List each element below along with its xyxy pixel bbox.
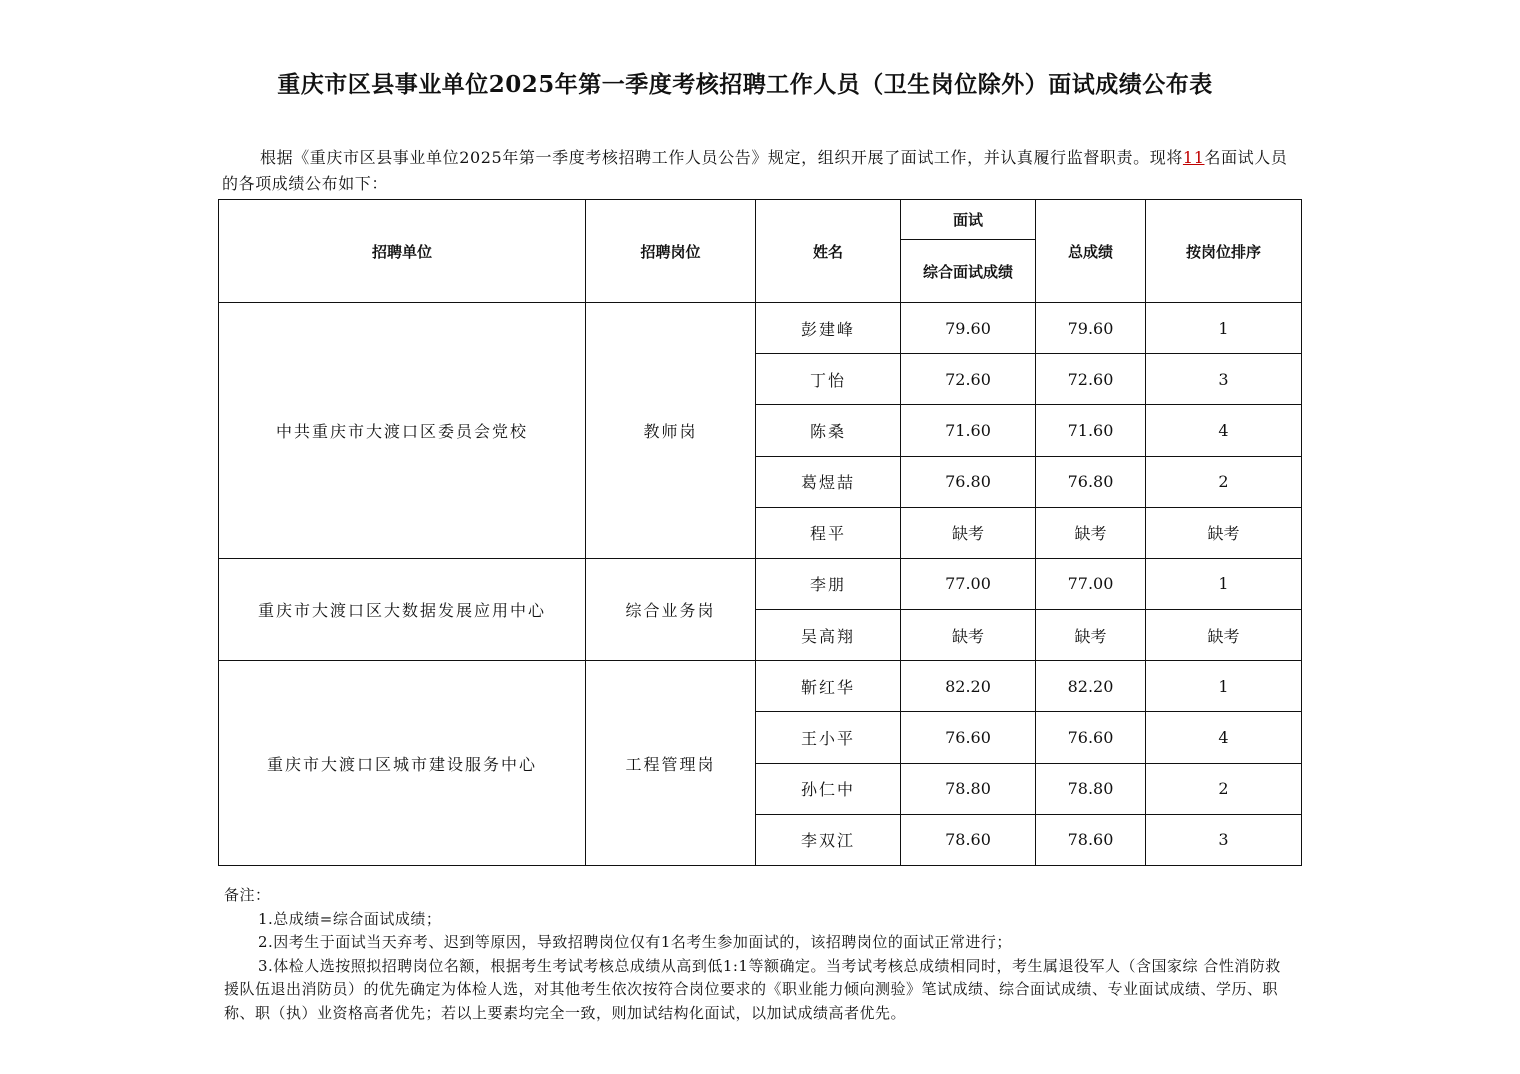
header-interview: 面试 bbox=[901, 200, 1036, 240]
notes-section bbox=[224, 884, 1289, 1025]
header-post: 招聘岗位 bbox=[586, 200, 756, 303]
name-cell: 陈桑 bbox=[756, 405, 901, 456]
interview-score-cell: 78.60 bbox=[901, 814, 1036, 865]
table-row bbox=[219, 558, 1302, 609]
total-score-cell: 82.20 bbox=[1036, 661, 1146, 712]
rank-cell: 3 bbox=[1146, 814, 1302, 865]
name-cell: 李双江 bbox=[756, 814, 901, 865]
total-score-cell: 76.80 bbox=[1036, 456, 1146, 507]
rank-cell: 2 bbox=[1146, 456, 1302, 507]
post-cell: 工程管理岗 bbox=[586, 661, 756, 866]
note-item bbox=[224, 955, 1289, 1026]
interview-score-cell: 72.60 bbox=[901, 354, 1036, 405]
unit-cell: 中共重庆市大渡口区委员会党校 bbox=[219, 303, 586, 559]
total-score-cell: 缺考 bbox=[1036, 610, 1146, 661]
name-cell: 吴高翔 bbox=[756, 610, 901, 661]
header-total: 总成绩 bbox=[1036, 200, 1146, 303]
rank-cell: 缺考 bbox=[1146, 610, 1302, 661]
total-score-cell: 76.60 bbox=[1036, 712, 1146, 763]
table-row bbox=[219, 661, 1302, 712]
interview-score-cell: 76.80 bbox=[901, 456, 1036, 507]
header-rank: 按岗位排序 bbox=[1146, 200, 1302, 303]
interview-score-cell: 缺考 bbox=[901, 507, 1036, 558]
rank-cell: 1 bbox=[1146, 303, 1302, 354]
total-score-cell: 71.60 bbox=[1036, 405, 1146, 456]
rank-cell: 1 bbox=[1146, 558, 1302, 609]
rank-cell: 1 bbox=[1146, 661, 1302, 712]
candidate-count: 11 bbox=[1182, 148, 1205, 167]
intro-text-after: 名面试人员的各项成绩公布如下： bbox=[222, 148, 1288, 193]
interview-score-cell: 78.80 bbox=[901, 763, 1036, 814]
note-item: 2.因考生于面试当天弃考、迟到等原因，导致招聘岗位仅有1名考生参加面试的，该招聘岗位的面试正常进行； bbox=[258, 933, 1012, 951]
total-score-cell: 78.60 bbox=[1036, 814, 1146, 865]
header-unit: 招聘单位 bbox=[219, 200, 586, 303]
name-cell: 孙仁中 bbox=[756, 763, 901, 814]
note-item: 1.总成绩=综合面试成绩； bbox=[258, 909, 442, 928]
intro-text-before: 根据《重庆市区县事业单位2025年第一季度考核招聘工作人员公告》规定，组织开展了面试工作，并认真履行监督职责。现将 bbox=[260, 148, 1183, 167]
interview-score-cell: 71.60 bbox=[901, 405, 1036, 456]
table-row bbox=[219, 303, 1302, 354]
rank-cell: 4 bbox=[1146, 712, 1302, 763]
total-score-cell: 79.60 bbox=[1036, 303, 1146, 354]
name-cell: 彭建峰 bbox=[756, 303, 901, 354]
total-score-cell: 缺考 bbox=[1036, 507, 1146, 558]
interview-score-cell: 77.00 bbox=[901, 558, 1036, 609]
score-table bbox=[218, 199, 1302, 866]
name-cell: 程平 bbox=[756, 507, 901, 558]
rank-cell: 3 bbox=[1146, 354, 1302, 405]
header-name: 姓名 bbox=[756, 200, 901, 303]
name-cell: 靳红华 bbox=[756, 661, 901, 712]
intro-paragraph bbox=[222, 145, 1292, 197]
unit-cell: 重庆市大渡口区城市建设服务中心 bbox=[219, 661, 586, 866]
name-cell: 李朋 bbox=[756, 558, 901, 609]
interview-score-cell: 76.60 bbox=[901, 712, 1036, 763]
notes-heading: 备注： bbox=[224, 886, 271, 904]
rank-cell: 4 bbox=[1146, 405, 1302, 456]
header-interview-score: 综合面试成绩 bbox=[901, 240, 1036, 303]
post-cell: 教师岗 bbox=[586, 303, 756, 559]
interview-score-cell: 82.20 bbox=[901, 661, 1036, 712]
total-score-cell: 72.60 bbox=[1036, 354, 1146, 405]
interview-score-cell: 79.60 bbox=[901, 303, 1036, 354]
interview-score-cell: 缺考 bbox=[901, 610, 1036, 661]
rank-cell: 缺考 bbox=[1146, 507, 1302, 558]
total-score-cell: 78.80 bbox=[1036, 763, 1146, 814]
unit-cell: 重庆市大渡口区大数据发展应用中心 bbox=[219, 558, 586, 660]
name-cell: 葛煜喆 bbox=[756, 456, 901, 507]
page-title: 重庆市区县事业单位2025年第一季度考核招聘工作人员（卫生岗位除外）面试成绩公布表 bbox=[277, 71, 1213, 98]
rank-cell: 2 bbox=[1146, 763, 1302, 814]
note-item-text: 3.体检人选按照拟招聘岗位名额，根据考生考试考核总成绩从高到低1:1等额确定。当考试考核总成绩相同时，考生属退役军人（含国家综 合性消防救援队伍退出消防员）的优先确定为体检人选，对其他考生依次按符合岗位要求的《职业能力倾向测验》笔试成绩、综合面试成绩、专业面试成绩、学历、职称、职（执）业资格高者优先；若以上要素均完全一致，则加试结构化面试，以加试成绩高者优先。 bbox=[224, 956, 1281, 1022]
post-cell: 综合业务岗 bbox=[586, 558, 756, 660]
name-cell: 丁怡 bbox=[756, 354, 901, 405]
total-score-cell: 77.00 bbox=[1036, 558, 1146, 609]
name-cell: 王小平 bbox=[756, 712, 901, 763]
